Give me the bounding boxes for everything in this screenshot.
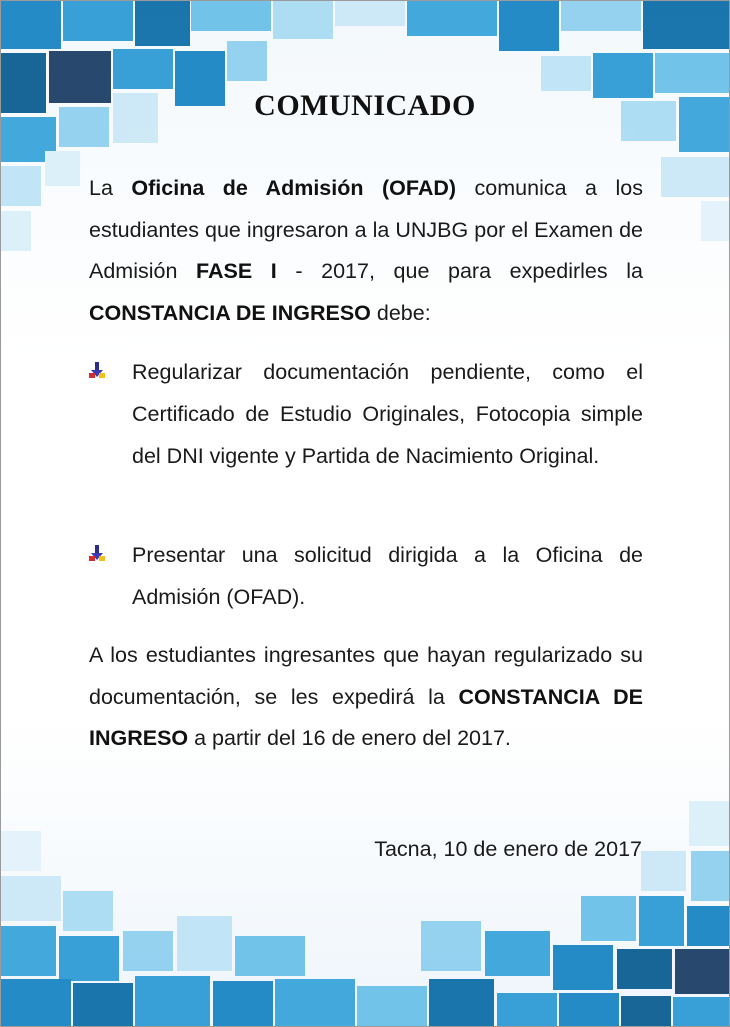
phase-label: FASE I bbox=[196, 259, 277, 283]
list-item-text: Regularizar documentación pendiente, como el Certificado de Estudio Originales, Fotocopia simple del DNI vigente y Partida de Nacimiento Original. bbox=[132, 360, 643, 468]
arrow-bullet-icon bbox=[89, 544, 109, 564]
list-item-text: Presentar una solicitud dirigida a la Oficina de Admisión (OFAD). bbox=[132, 543, 643, 609]
page-title: COMUNICADO bbox=[254, 89, 476, 122]
intro-paragraph: La Oficina de Admisión (OFAD) comunica a los estudiantes que ingresaron a la UNJBG por el Examen de Admisión FASE I - 2017, que para expedirles la CONSTANCIA DE INGRESO debe: bbox=[89, 176, 643, 325]
office-name: Oficina de Admisión (OFAD) bbox=[131, 176, 457, 200]
certificate-label: CONSTANCIA DE INGRESO bbox=[89, 684, 644, 750]
date-signature: Tacna, 10 de enero de 2017 bbox=[374, 837, 642, 861]
list-item bbox=[89, 351, 643, 477]
arrow-bullet-icon bbox=[89, 361, 109, 381]
closing-paragraph: A los estudiantes ingresantes que hayan regularizado su documentación, se les expedirá la CONSTANCIA DE INGRESO a partir del 16 de enero del 2017. bbox=[89, 643, 644, 750]
certificate-label: CONSTANCIA DE INGRESO bbox=[89, 300, 371, 325]
list-item bbox=[89, 534, 643, 618]
